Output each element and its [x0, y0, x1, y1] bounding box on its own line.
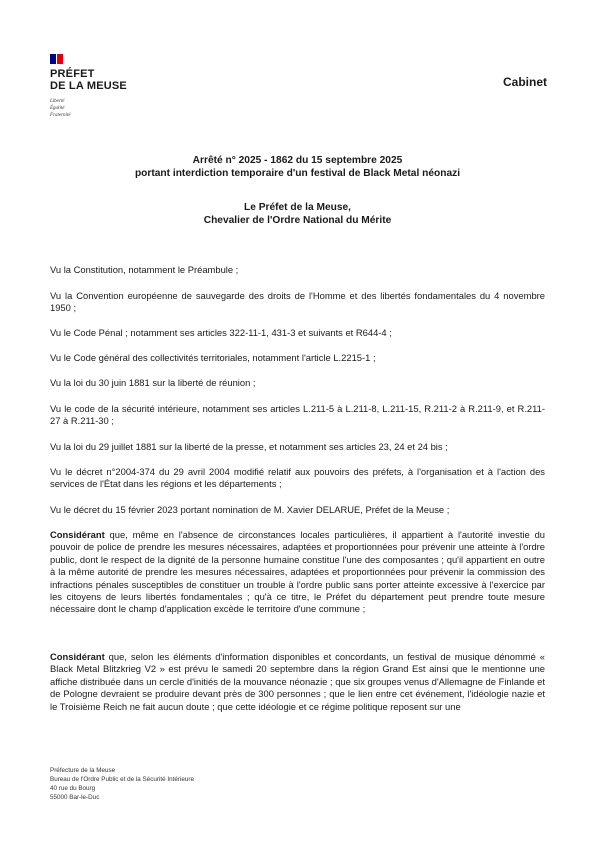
footer-line-1: Préfecture de la Meuse [50, 767, 116, 774]
visa-code-securite: Vu le code de la sécurité intérieure, notamment ses articles L.211-5 à L.211-8, L.211-15, R.211-2 à R.211-9, et R.211-27 à R.211-30 ; [50, 403, 545, 427]
authority-line-1: Le Préfet de la Meuse, [243, 202, 351, 213]
considerant-2 [50, 651, 545, 713]
prefet-title-line-1: PRÉFET [50, 68, 95, 80]
footer-line-2: Bureau de l'Ordre Public et de la Sécurité Intérieure [50, 776, 195, 783]
footer-line-4: 55000 Bar-le-Duc [50, 794, 100, 801]
visa-cgct: Vu le Code général des collectivités territoriales, notamment l'article L.2215-1 ; [50, 352, 376, 363]
decree-title-line-1: Arrêté n° 2025 - 1862 du 15 septembre 2025 [192, 155, 403, 166]
considerant-1-text: que, même en l'absence de circonstances locales particulières, il appartient à l'autorité investie du pouvoir de police de prendre les mesures nécessaires, adaptées et proportionnées pour prévenir une atteinte à l'ordre public, dont le respect de la dignité de la personne humaine constitue l'une des composantes ; qu'il appartient en outre à la même autorité de prendre les mesures nécessaires, adaptées et proportionnées pour prévenir la commission des infractions pénales susceptibles de constituer un trouble à l'ordre public sans porter atteinte excessive à l'exercice par les citoyens de leurs libertés fondamentales ; qu'à ce titre, le Préfet du département peut prendre toute mesure nécessaire dont le champ d'application excède le territoire d'une commune ; [50, 529, 545, 615]
visa-loi-1881-reunion: Vu la loi du 30 juin 1881 sur la liberté de réunion ; [50, 377, 256, 388]
flag-blue-band [50, 54, 56, 64]
devise-fraternite: Fraternité [50, 113, 71, 118]
devise-liberte: Liberté [50, 99, 65, 104]
visa-code-penal: Vu le Code Pénal ; notamment ses articles 322-11-1, 431-3 et suivants et R644-4 ; [50, 327, 392, 338]
considerant-1 [50, 529, 545, 616]
visa-decret-2004: Vu le décret n°2004-374 du 29 avril 2004 modifié relatif aux pouvoirs des préfets, à l'organisation et à l'action des services de l'État dans les régions et les départements ; [50, 466, 545, 490]
service-name: Cabinet [502, 75, 547, 89]
marianne-logo [50, 52, 64, 66]
visa-constitution: Vu la Constitution, notamment le Préambule ; [50, 264, 239, 275]
considerant-1-lead: Considérant [50, 529, 105, 540]
prefet-title-line-2: DE LA MEUSE [50, 80, 127, 92]
authority-line-2: Chevalier de l'Ordre National du Mérite [203, 215, 392, 226]
visa-decret-nomination: Vu le décret du 15 février 2023 portant nomination de M. Xavier DELARUE, Préfet de la Meuse ; [50, 504, 450, 515]
decree-title-line-2: portant interdiction temporaire d'un festival de Black Metal néonazi [134, 168, 461, 179]
visa-convention: Vu la Convention européenne de sauvegarde des droits de l'Homme et des libertés fondamentales du 4 novembre 1950 ; [50, 290, 545, 314]
flag-red-band [57, 54, 63, 64]
considerant-2-lead: Considérant [50, 651, 105, 662]
devise-egalite: Égalité [50, 106, 65, 111]
footer-line-3: 40 rue du Bourg [50, 785, 96, 792]
visa-loi-1881-presse: Vu la loi du 29 juillet 1881 sur la liberté de la presse, et notamment ses articles 23, 24 et 24 bis ; [50, 441, 448, 452]
considerant-2-text: que, selon les éléments d'information disponibles et concordants, un festival de musique dénommé « Black Metal Blitzkrieg V2 » est prévu le samedi 20 septembre dans la région Grand Est ainsi que le mentionne une affiche distribuée dans un cercle d'initiés de la mouvance néonazie ; que six groupes venus d'Allemagne de Finlande et de Pologne devraient se produire devant près de 300 personnes ; que le lien entre cet événement, l'idéologie nazie et le Troisième Reich ne fait aucun doute ; que cette idéologie et ce régime politique reposent sur une [50, 651, 545, 712]
